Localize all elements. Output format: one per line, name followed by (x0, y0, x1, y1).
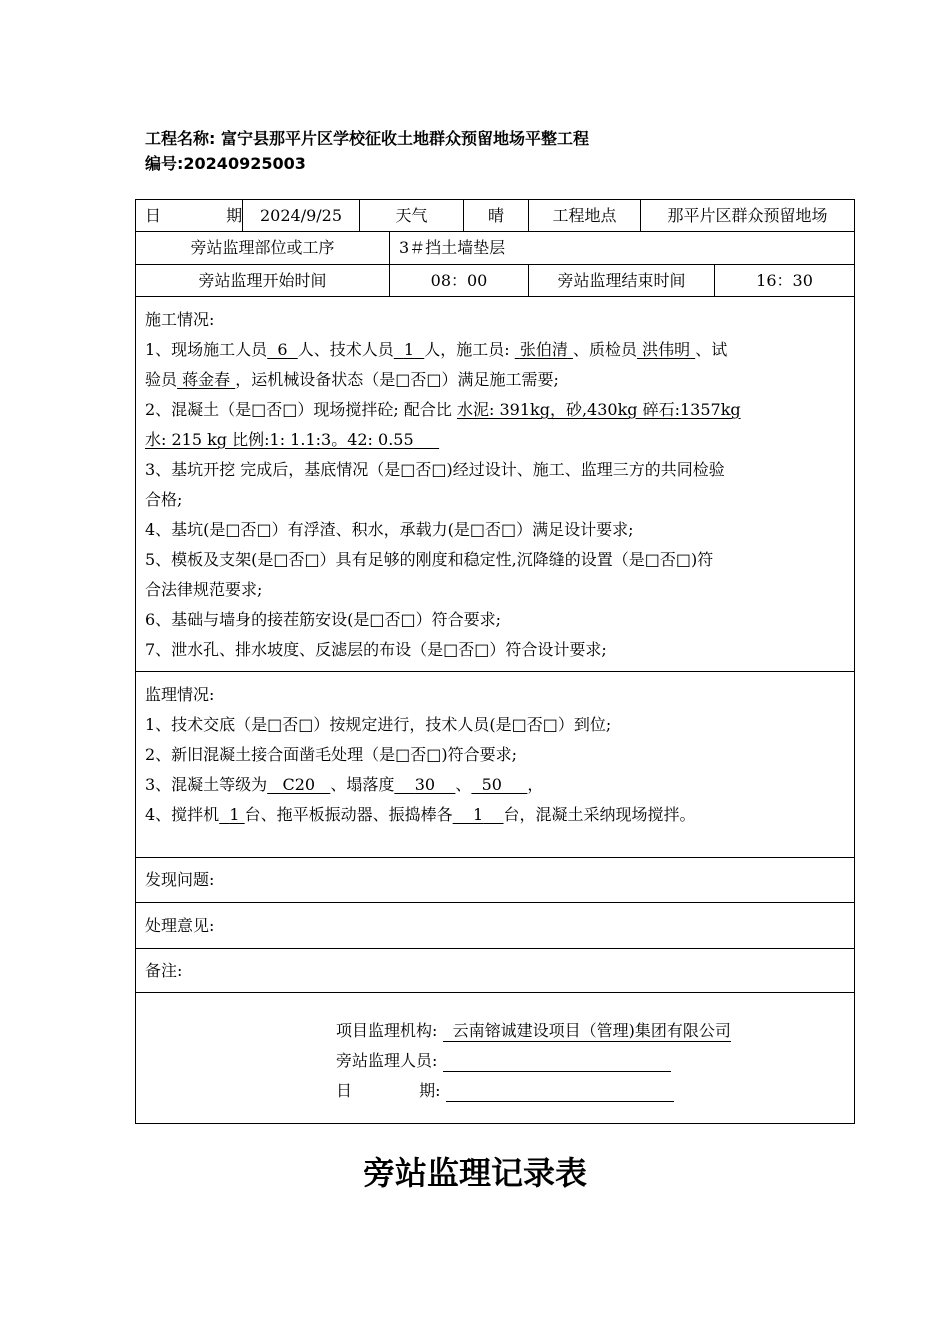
slump-max: 50 (481, 775, 502, 794)
construction-line-9: 合法律规范要求; (145, 580, 263, 599)
problems-row (136, 858, 855, 903)
mix-ratio-1: 水泥: 391kg，砂,430kg 碎石:1357kg (457, 400, 741, 419)
weather-value: 晴 (464, 200, 529, 232)
project-name: 富宁县那平片区学校征收土地群众预留地场平整工程 (220, 129, 589, 148)
remarks-label: 备注: (136, 949, 855, 993)
signature-block (136, 994, 854, 1122)
inspector-name: 洪伟明 (642, 340, 691, 359)
date-label: 日 期 (136, 200, 243, 232)
date-value: 2024/9/25 (243, 200, 360, 232)
sign-date-label: 日 期: (336, 1081, 441, 1100)
remarks-row (136, 949, 855, 993)
supervision-line-2: 2、新旧混凝土接合面凿毛处理（是□否□)符合要求; (145, 745, 518, 764)
constructor-name: 张伯清 (519, 340, 568, 359)
weather-label: 天气 (360, 200, 464, 232)
org-line (336, 1018, 731, 1044)
tester-name: 蒋金春 (182, 370, 231, 389)
site-value: 那平片区群众预留地场 (641, 200, 855, 232)
construction-line-3: 2、混凝土（是□否□）现场搅拌砼; 配合比 水泥: 391kg，砂,430kg 碎石:1357kg (145, 400, 741, 419)
construction-line-1: 1、现场施工人员 6 人、技术人员 1 人，施工员: 张伯清 、质检员 洪伟明 、试 (145, 340, 728, 359)
date-row (136, 200, 855, 232)
start-time-label: 旁站监理开始时间 (136, 265, 390, 297)
construction-line-10: 6、基础与墙身的接茬筋安设(是□否□）符合要求; (145, 610, 502, 629)
signature-row (136, 993, 855, 1124)
construction-title: 施工情况: (145, 310, 215, 329)
end-time-label: 旁站监理结束时间 (529, 265, 715, 297)
org-name: 云南镕诚建设项目（管理)集团有限公司 (443, 1021, 731, 1042)
supervisor-signature-blank[interactable] (443, 1051, 671, 1072)
construction-line-4 (145, 425, 845, 455)
document-title: 旁站监理记录表 (362, 1154, 587, 1192)
mixer-count: 1 (229, 805, 240, 824)
problems-label: 发现问题: (136, 858, 855, 903)
org-label: 项目监理机构: (336, 1021, 438, 1040)
mix-ratio-2: 水: 215 kg 比例:1: 1.1:3。42: 0.55 (145, 430, 414, 449)
worker-count: 6 (277, 340, 288, 359)
supervision-section (136, 672, 855, 858)
sign-date-line (336, 1078, 674, 1104)
site-label: 工程地点 (529, 200, 641, 232)
construction-line-2: 验员 蒋金春 ，运机械设备状态（是□否□）满足施工需要; (145, 370, 559, 389)
opinion-label: 处理意见: (136, 903, 855, 949)
construction-line-11: 7、泄水孔、排水坡度、反滤层的布设（是□否□）符合设计要求; (145, 640, 607, 659)
record-number: 20240925003 (183, 154, 306, 173)
project-name-line (145, 126, 589, 149)
supervision-title: 监理情况: (145, 685, 215, 704)
supervision-line-1: 1、技术交底（是□否□）按规定进行，技术人员(是□否□）到位; (145, 715, 612, 734)
part-label: 旁站监理部位或工序 (136, 232, 390, 265)
part-value: 3＃挡土墙垫层 (390, 232, 855, 265)
supervision-record-table (135, 199, 855, 1124)
project-name-label: 工程名称: (145, 129, 216, 148)
concrete-grade: C20 (282, 775, 316, 794)
part-row (136, 232, 855, 265)
tech-count: 1 (403, 340, 415, 359)
record-number-line (145, 151, 306, 174)
supervision-line-4: 4、搅拌机 1 台、拖平板振动器、振捣棒各 1 台，混凝土采纳现场搅拌。 (145, 805, 696, 824)
construction-line-6: 合格; (145, 490, 183, 509)
time-row (136, 265, 855, 297)
construction-line-7: 4、基坑(是□否□）有浮渣、积水，承载力(是□否□）满足设计要求; (145, 520, 634, 539)
construction-section (136, 297, 855, 672)
opinion-row (136, 903, 855, 949)
construction-line-5: 3、基坑开挖 完成后，基底情况（是□否□)经过设计、施工、监理三方的共同检验 (145, 460, 725, 479)
supervisor-line (336, 1048, 671, 1074)
supervision-line-3: 3、混凝土等级为 C20 、塌落度 30 、 50 ， (145, 775, 544, 794)
start-time-value: 08：00 (390, 265, 529, 297)
supervisor-label: 旁站监理人员: (336, 1051, 438, 1070)
sign-date-blank[interactable] (446, 1081, 674, 1102)
record-number-label: 编号: (145, 154, 184, 173)
slump-min: 30 (414, 775, 436, 794)
end-time-value: 16：30 (715, 265, 855, 297)
construction-line-8: 5、模板及支架(是□否□）具有足够的刚度和稳定性,沉降缝的设置（是□否□)符 (145, 550, 714, 569)
vibrator-count: 1 (473, 805, 484, 824)
